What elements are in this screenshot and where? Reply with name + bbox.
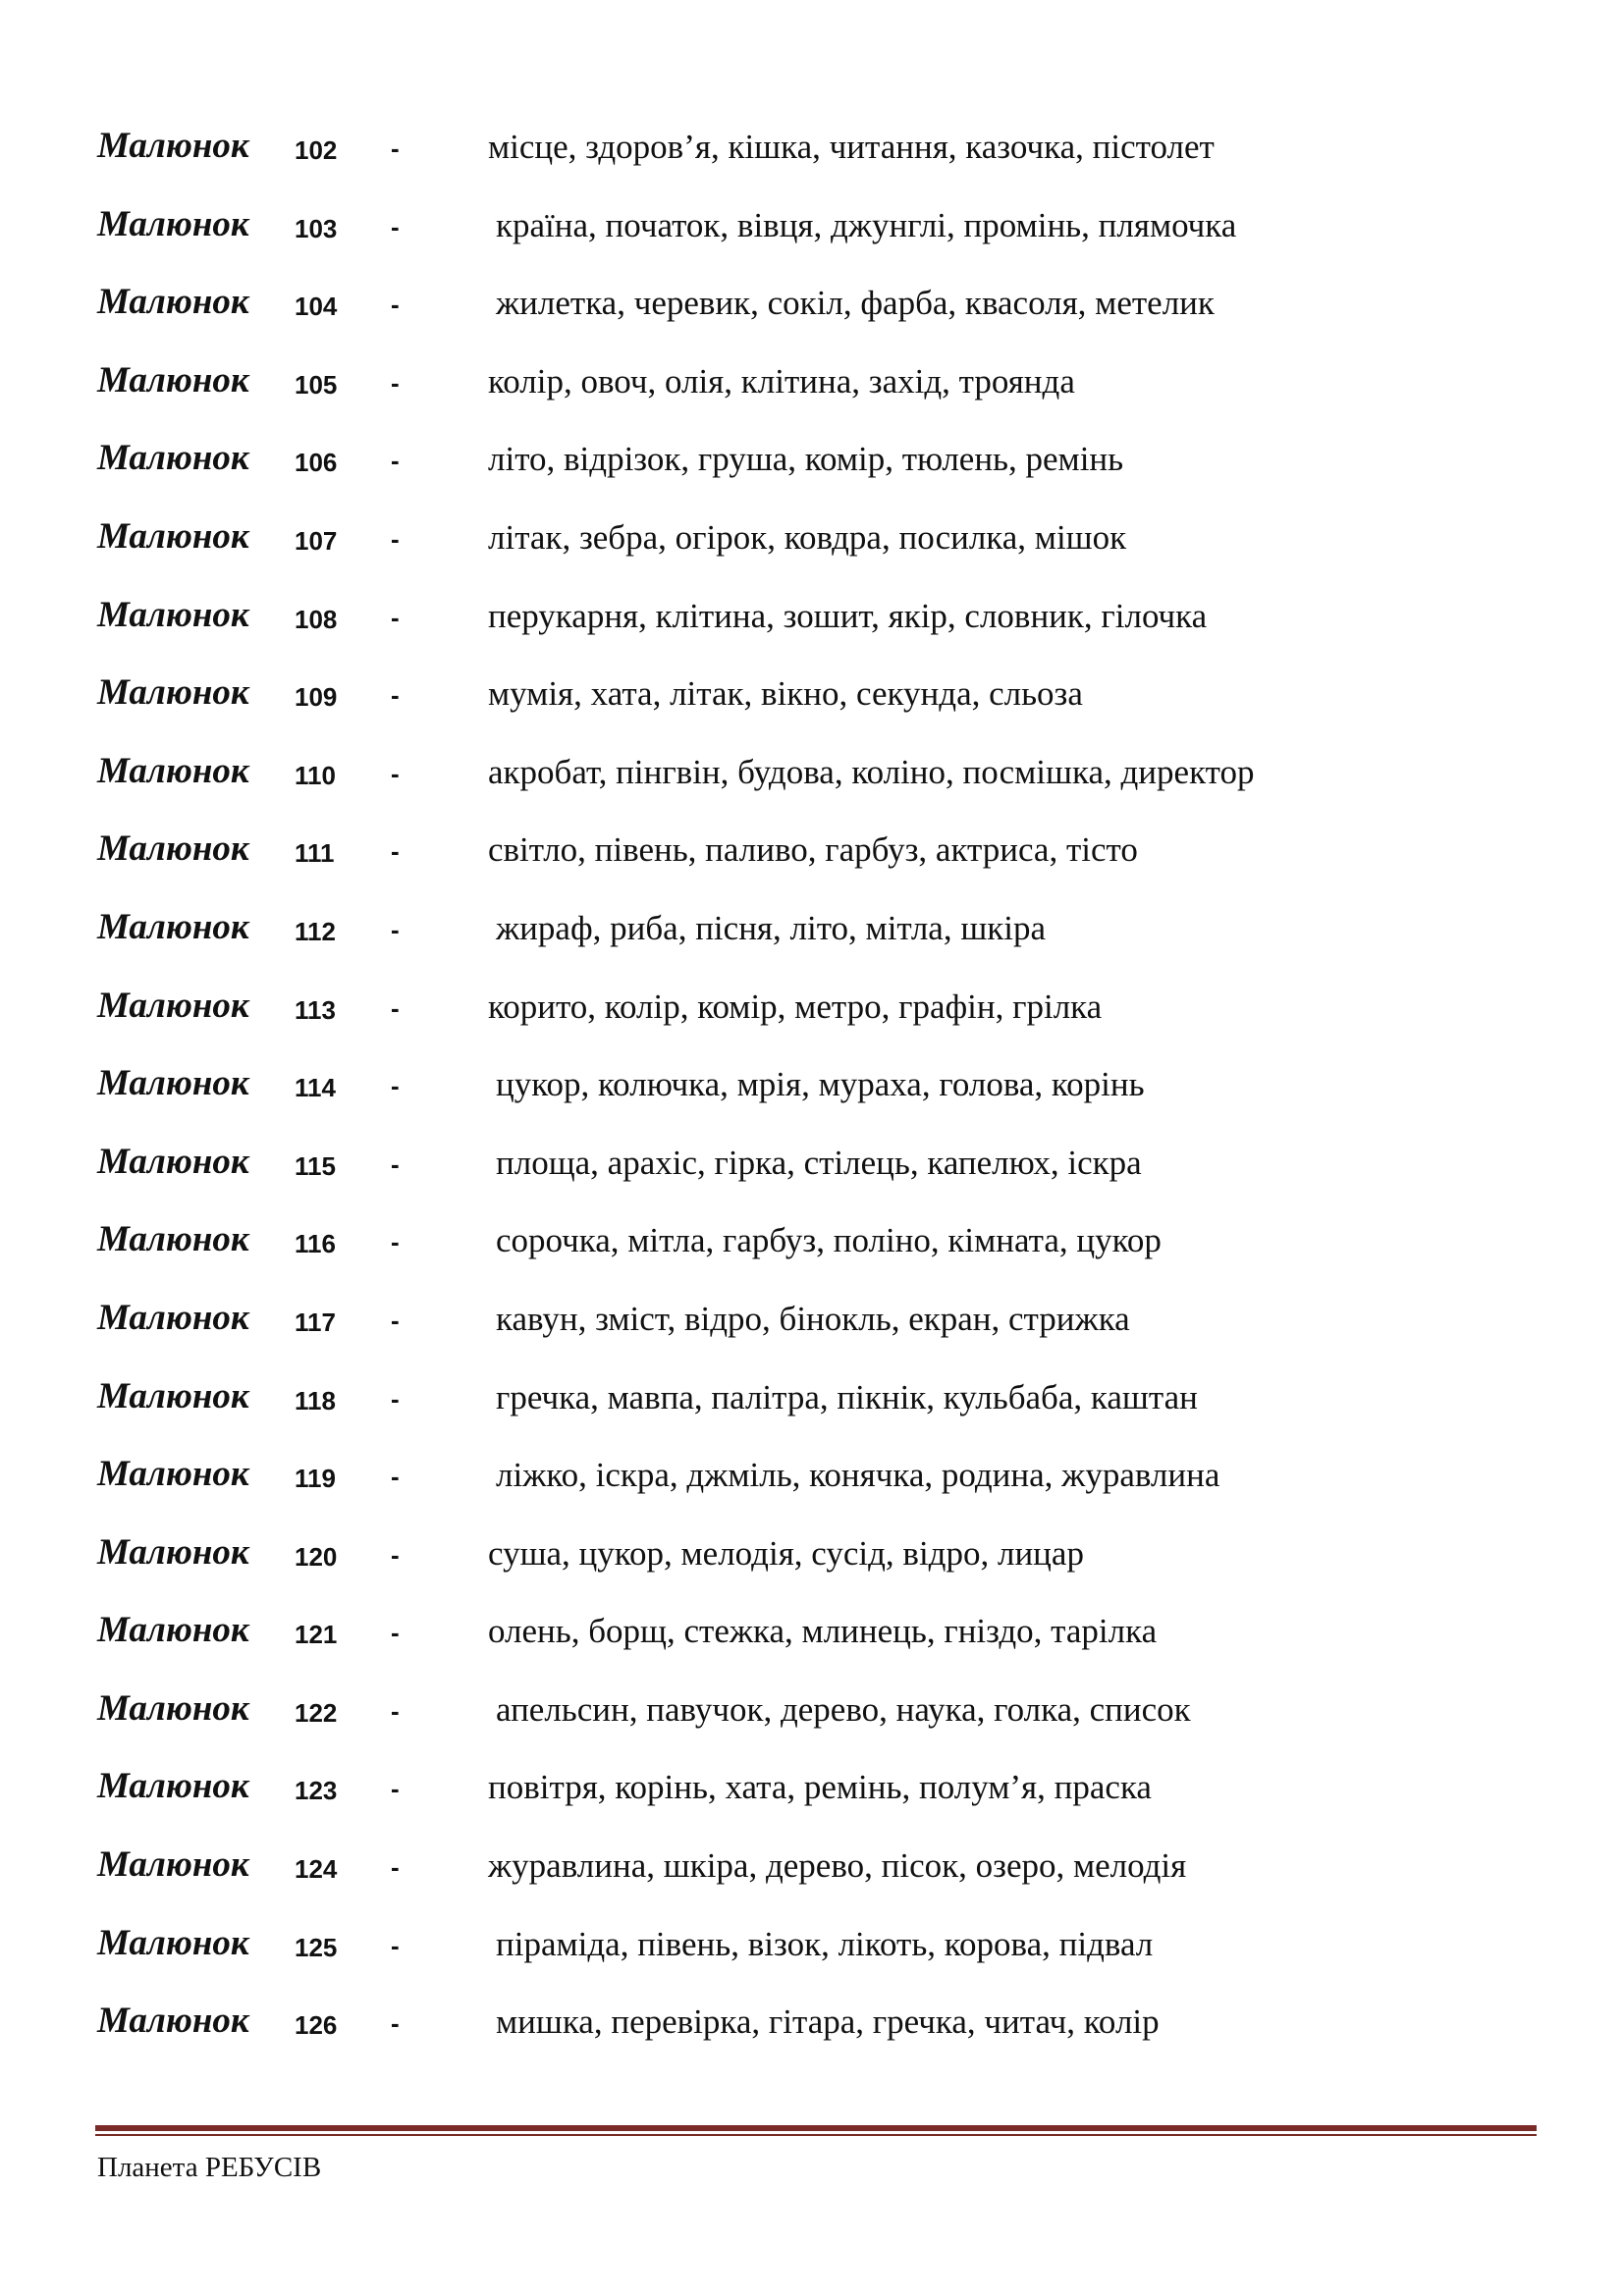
entry-label: Малюнок xyxy=(97,1922,249,1963)
entry-number: 104 xyxy=(295,292,338,322)
entry-words: акробат, пінгвін, будова, коліно, посмішка, директор xyxy=(488,752,1255,791)
entry-row xyxy=(0,1608,1623,1686)
entry-row xyxy=(0,202,1623,281)
entry-words: сорочка, мітла, гарбуз, поліно, кімната, цукор xyxy=(496,1221,1162,1260)
entry-words: журавлина, шкіра, дерево, пісок, озеро, мелодія xyxy=(488,1846,1187,1886)
entry-number: 125 xyxy=(295,1932,338,1962)
entry-number: 116 xyxy=(295,1229,336,1259)
entry-label: Малюнок xyxy=(97,1219,249,1260)
entry-words: місце, здоров’я, кішка, читання, казочка, пістолет xyxy=(488,128,1215,166)
entry-separator: - xyxy=(391,1852,400,1883)
entry-row xyxy=(0,1842,1623,1921)
entry-words: мумія, хата, літак, вікно, секунда, сльоза xyxy=(488,674,1083,714)
entry-separator: - xyxy=(391,992,400,1023)
entry-number: 119 xyxy=(295,1464,336,1494)
entry-words: площа, арахіс, гірка, стілець, капелюх, іскра xyxy=(496,1143,1142,1182)
entry-label: Малюнок xyxy=(97,438,249,479)
entry-separator: - xyxy=(391,1618,400,1648)
entry-separator: - xyxy=(391,1227,400,1257)
entry-separator: - xyxy=(391,367,400,398)
entry-separator: - xyxy=(391,523,400,554)
entry-label: Малюнок xyxy=(97,126,249,166)
entry-separator: - xyxy=(391,1383,400,1414)
entry-words: жилетка, черевик, сокіл, фарба, квасоля, метелик xyxy=(496,284,1215,323)
entry-number: 126 xyxy=(295,2010,338,2041)
entry-number: 120 xyxy=(295,1541,338,1572)
entry-separator: - xyxy=(391,1774,400,1804)
entry-label: Малюнок xyxy=(97,828,249,870)
entry-label: Малюнок xyxy=(97,1297,249,1338)
entry-row xyxy=(0,1374,1623,1453)
entry-row xyxy=(0,1921,1623,2000)
entry-number: 118 xyxy=(295,1385,336,1415)
entry-number: 122 xyxy=(295,1697,338,1728)
footer-rule-thin xyxy=(95,2134,1537,2136)
entry-number: 105 xyxy=(295,369,338,400)
entry-separator: - xyxy=(391,680,400,711)
entry-row xyxy=(0,984,1623,1062)
entry-separator: - xyxy=(391,1695,400,1726)
entry-label: Малюнок xyxy=(97,1687,249,1729)
entry-number: 108 xyxy=(295,604,338,634)
entry-number: 111 xyxy=(295,838,335,869)
entry-label: Малюнок xyxy=(97,1454,249,1495)
entry-separator: - xyxy=(391,446,400,476)
entry-label: Малюнок xyxy=(97,1141,249,1182)
entry-separator: - xyxy=(391,758,400,788)
entry-separator: - xyxy=(391,2008,400,2039)
entry-row xyxy=(0,1530,1623,1609)
entry-separator: - xyxy=(391,1539,400,1570)
entry-separator: - xyxy=(391,211,400,241)
entry-label: Малюнок xyxy=(97,672,249,714)
entry-words: піраміда, півень, візок, лікоть, корова, підвал xyxy=(496,1924,1154,1963)
entry-words: жираф, риба, пісня, літо, мітла, шкіра xyxy=(496,908,1047,947)
entry-number: 124 xyxy=(295,1854,338,1885)
entry-label: Малюнок xyxy=(97,1844,249,1886)
entry-words: гречка, мавпа, палітра, пікнік, кульбаба, каштан xyxy=(496,1377,1198,1416)
entry-row xyxy=(0,1140,1623,1218)
footer-text: Планета РЕБУСІВ xyxy=(97,2152,322,2183)
entry-words: апельсин, павучок, дерево, наука, голка, список xyxy=(496,1689,1191,1729)
entry-list xyxy=(0,124,1623,2077)
entry-words: світло, півень, паливо, гарбуз, актриса, тісто xyxy=(488,830,1138,870)
entry-row xyxy=(0,1686,1623,1765)
entry-words: ліжко, іскра, джміль, конячка, родина, журавлина xyxy=(496,1456,1220,1495)
entry-separator: - xyxy=(391,602,400,632)
entry-row xyxy=(0,1061,1623,1140)
entry-row xyxy=(0,827,1623,905)
entry-label: Малюнок xyxy=(97,750,249,791)
entry-label: Малюнок xyxy=(97,1063,249,1104)
entry-row xyxy=(0,514,1623,593)
entry-words: суша, цукор, мелодія, сусід, відро, лицар xyxy=(488,1533,1084,1573)
entry-number: 112 xyxy=(295,916,336,946)
entry-label: Малюнок xyxy=(97,906,249,947)
entry-row xyxy=(0,1217,1623,1296)
entry-separator: - xyxy=(391,133,400,163)
entry-words: цукор, колючка, мрія, мураха, голова, корінь xyxy=(496,1065,1145,1104)
entry-row xyxy=(0,436,1623,514)
entry-words: корито, колір, комір, метро, графін, грілка xyxy=(488,987,1103,1026)
entry-label: Малюнок xyxy=(97,1531,249,1573)
entry-label: Малюнок xyxy=(97,985,249,1026)
entry-number: 114 xyxy=(295,1073,336,1103)
entry-number: 109 xyxy=(295,682,338,713)
entry-row xyxy=(0,124,1623,202)
entry-separator: - xyxy=(391,1462,400,1492)
entry-label: Малюнок xyxy=(97,1766,249,1807)
entry-label: Малюнок xyxy=(97,282,249,323)
entry-words: кавун, зміст, відро, бінокль, екран, стрижка xyxy=(496,1299,1130,1338)
entry-number: 117 xyxy=(295,1307,336,1337)
entry-words: повітря, корінь, хата, ремінь, полум’я, праска xyxy=(488,1768,1152,1807)
entry-row xyxy=(0,280,1623,358)
entry-separator: - xyxy=(391,290,400,320)
entry-separator: - xyxy=(391,1148,400,1179)
entry-row xyxy=(0,905,1623,984)
entry-row xyxy=(0,670,1623,749)
entry-words: мишка, перевірка, гітара, гречка, читач, колір xyxy=(496,2002,1160,2042)
entry-separator: - xyxy=(391,914,400,944)
entry-words: літо, відрізок, груша, комір, тюлень, ремінь xyxy=(488,440,1124,479)
entry-words: перукарня, клітина, зошит, якір, словник, гілочка xyxy=(488,596,1208,635)
entry-number: 123 xyxy=(295,1776,338,1806)
entry-row xyxy=(0,1999,1623,2077)
entry-words: колір, овоч, олія, клітина, захід, троянда xyxy=(488,361,1075,400)
entry-separator: - xyxy=(391,1930,400,1960)
entry-number: 106 xyxy=(295,448,338,478)
footer-rule-thick xyxy=(95,2125,1537,2131)
entry-words: олень, борщ, стежка, млинець, гніздо, тарілка xyxy=(488,1612,1158,1651)
entry-separator: - xyxy=(391,1071,400,1101)
entry-number: 121 xyxy=(295,1620,338,1650)
entry-number: 102 xyxy=(295,135,338,165)
entry-number: 110 xyxy=(295,760,336,790)
entry-label: Малюнок xyxy=(97,1610,249,1651)
entry-row xyxy=(0,1452,1623,1530)
entry-row xyxy=(0,358,1623,437)
entry-row xyxy=(0,1764,1623,1842)
entry-label: Малюнок xyxy=(97,359,249,400)
entry-label: Малюнок xyxy=(97,203,249,244)
entry-number: 103 xyxy=(295,213,338,243)
entry-number: 115 xyxy=(295,1150,336,1181)
entry-row xyxy=(0,593,1623,671)
entry-number: 113 xyxy=(295,994,336,1025)
entry-label: Малюнок xyxy=(97,2001,249,2042)
entry-row xyxy=(0,1296,1623,1374)
entry-separator: - xyxy=(391,1305,400,1335)
entry-separator: - xyxy=(391,836,400,867)
entry-row xyxy=(0,749,1623,828)
entry-label: Малюнок xyxy=(97,1375,249,1416)
entry-label: Малюнок xyxy=(97,515,249,557)
entry-number: 107 xyxy=(295,525,338,556)
entry-words: літак, зебра, огірок, ковдра, посилка, мішок xyxy=(488,517,1127,557)
entry-words: країна, початок, вівця, джунглі, промінь, плямочка xyxy=(496,205,1237,244)
entry-label: Малюнок xyxy=(97,594,249,635)
